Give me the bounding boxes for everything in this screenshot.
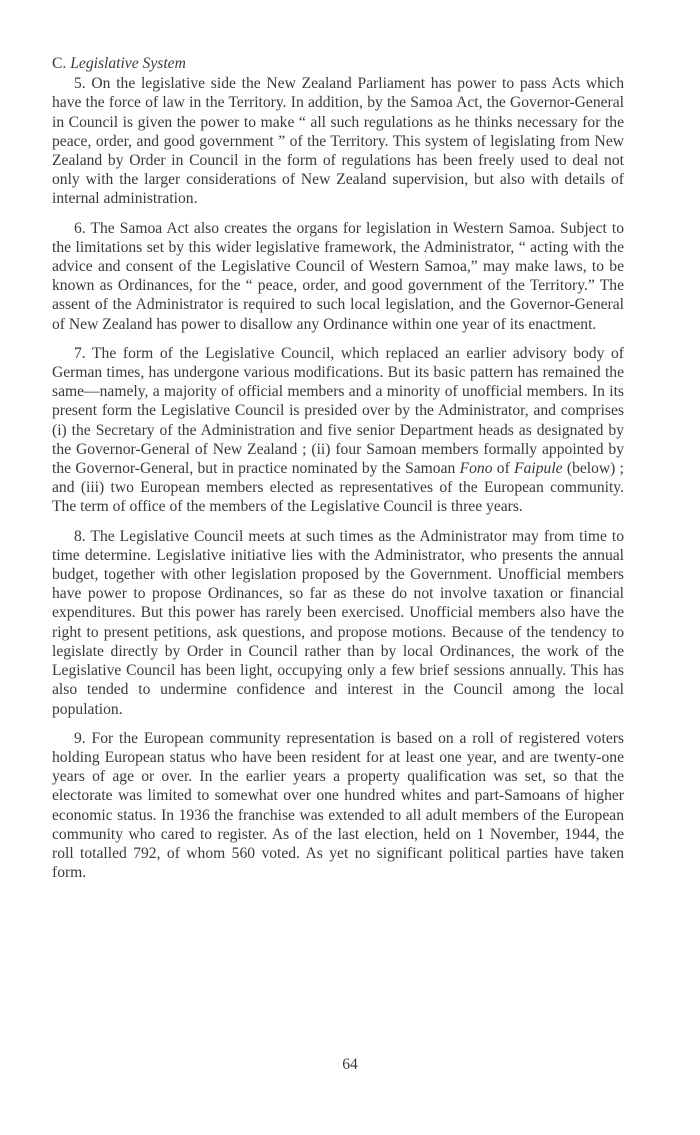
document-page — [52, 54, 624, 892]
paragraph-7-faipule: Faipule — [514, 460, 563, 478]
page-number: 64 — [342, 1056, 358, 1073]
section-heading — [52, 54, 624, 73]
paragraph-7-text-before: 7. The form of the Legislative Council, which replaced an earlier advisory body of German times, has undergone various modifications. But its basic pattern has remained the same—namely, a majority of official members and a minority of unofficial members. In its present form the Legislative Council is presided over by the Administrator, and comprises (i) the Secretary of the Administration and five senior Department heads as designated by the Governor-General of New Zealand ; (ii) four Samoan members formally appointed by the Governor-General, but in practice nominated by the Samoan — [52, 344, 624, 478]
paragraph-6: 6. The Samoa Act also creates the organs for legislation in Western Samoa. Subject to the limitations set by this wider legislative framework, the Administrator, “ acting with the advice and consent of the Legislative Council of Western Samoa,” may make laws, to be known as Ordinances, for the “ peace, order, and good government of the Territory.” The assent of the Administrator is required to such local legislation, and the Governor-General of New Zealand has power to disallow any Ordinance within one year of its enactment. — [52, 219, 624, 333]
paragraph-7-text-after: (below) ; and (iii) two European members elected as representatives of the European community. The term of office of the members of the Legislative Council is three years. — [52, 460, 624, 516]
paragraph-9: 9. For the European community representation is based on a roll of registered voters holding European status who have been resident for at least one year, and are twenty-one years of age or over. In the earlier years a property qualification was set, so that the electorate was limited to somewhat over one hundred whites and part-Samoans of higher economic status. In 1936 the franchise was extended to all adult members of the European community who cared to register. As of the last election, held on 1 November, 1944, the roll totalled 792, of whom 560 voted. As yet no significant political parties have taken form. — [52, 729, 624, 882]
paragraph-7-text-mid: of — [492, 460, 515, 478]
paragraph-7 — [52, 344, 624, 517]
paragraph-5: 5. On the legislative side the New Zealand Parliament has power to pass Acts which have the force of law in the Territory. In addition, by the Samoa Act, the Governor-General in Council is given the power to make “ all such regulations as he thinks necessary for the peace, order, and good government ” of the Territory. This system of legislating from New Zealand by Order in Council in the form of regulations has been freely used to deal not only with the larger considerations of New Zealand supervision, but also with details of internal administration. — [52, 75, 624, 208]
paragraph-8: 8. The Legislative Council meets at such times as the Administrator may from time to time determine. Legislative initiative lies with the Administrator, who presents the annual budget, together with other legislation proposed by the Government. Unofficial members have power to propose Ordinances, so far as these do not involve taxation or financial expenditures. But this power has rarely been exercised. Unofficial members also have the right to present petitions, ask questions, and propose motions. Because of the tendency to legislate directly by Order in Council rather than by local Ordinances, the work of the Legislative Council has been light, occupying only a few brief sessions annually. This has also tended to undermine confidence and interest in the Council among the local population. — [52, 527, 624, 718]
section-letter: C. — [52, 55, 67, 72]
section-title: Legislative System — [70, 55, 186, 72]
paragraph-7-fono: Fono — [459, 460, 493, 478]
